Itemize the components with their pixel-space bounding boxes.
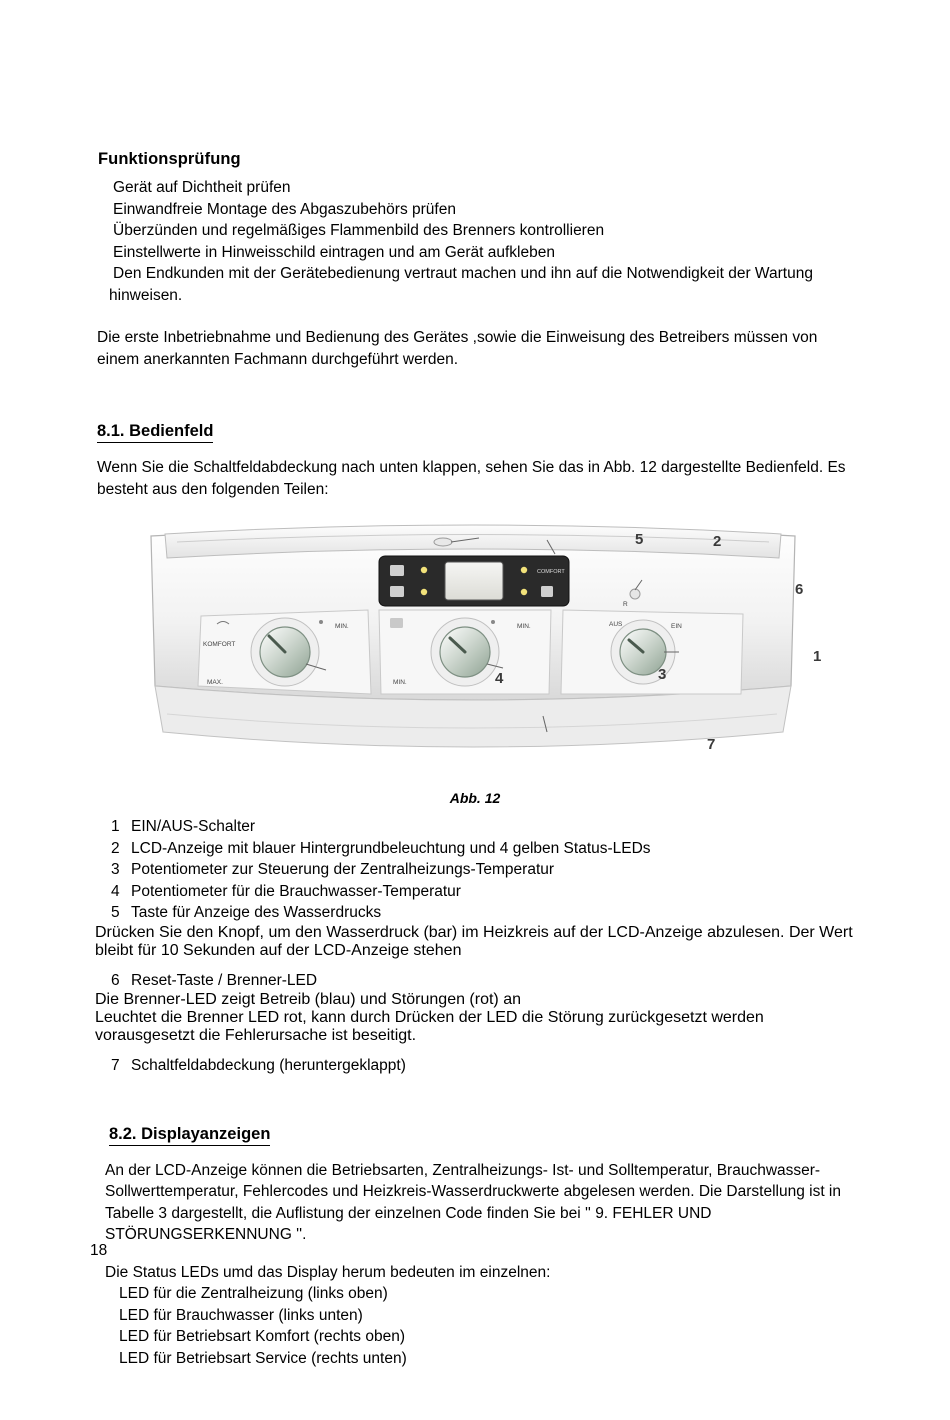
status-led-list — [95, 1283, 855, 1369]
legend-detail-6-line1: Die Brenner-LED zeigt Betreib (blau) und Störungen (rot) an — [95, 991, 521, 1008]
section-heading-bedienfeld: 8.1. Bedienfeld — [97, 422, 213, 443]
checklist — [95, 177, 855, 306]
status-led-item: LED für Betriebsart Komfort (rechts oben) — [119, 1328, 406, 1345]
legend-text: Potentiometer zur Steuerung der Zentralheizungs-Temperatur — [131, 861, 555, 878]
legend-number: 5 — [111, 904, 120, 921]
legend-item-1 — [111, 816, 855, 838]
knob-label-min-left: MIN. — [335, 623, 349, 630]
legend-item-2 — [111, 838, 855, 860]
legend-item-4 — [111, 881, 855, 903]
legend-item-5 — [111, 902, 855, 924]
legend-number: 2 — [111, 839, 120, 857]
callout-2: 2 — [713, 533, 722, 550]
figure-abb-12 — [95, 518, 855, 788]
legend-detail-5: Drücken Sie den Knopf, um den Wasserdruck (bar) im Heizkreis auf der LCD-Anzeige abzulesen. Der Wert bleibt für 10 Sekunden auf der LCD-Anzeige stehen — [95, 923, 853, 959]
intro-paragraph: Die erste Inbetriebnahme und Bedienung des Gerätes ,sowie die Einweisung des Betreibers müssen von einem anerkannten Fachmann durchgeführt werden. — [97, 329, 818, 368]
checklist-item: Einstellwerte in Hinweisschild eintragen und am Gerät aufkleben — [113, 243, 555, 261]
legend-text: Reset-Taste / Brenner-LED — [131, 971, 318, 989]
page-title: Funktionsprüfung — [98, 150, 241, 168]
checklist-item: Gerät auf Dichtheit prüfen — [113, 179, 291, 196]
control-panel-illustration — [143, 518, 803, 763]
figure-caption: Abb. 12 — [449, 790, 501, 806]
callout-1: 1 — [813, 648, 822, 665]
callout-5: 5 — [635, 531, 644, 548]
knob-label-max: MAX. — [207, 679, 223, 686]
legend-detail-6-line2: Leuchtet die Brenner LED rot, kann durch Drücken der LED die Störung zurückgesetzt werden vorausgesetzt die Fehlerursache ist beseitigt. — [95, 1009, 764, 1044]
knob-label-min-center-bottom: MIN. — [393, 679, 407, 686]
callout-7: 7 — [707, 736, 716, 753]
legend-item-7 — [111, 1055, 855, 1077]
checklist-item: Überzünden und regelmäßiges Flammenbild des Brenners kontrollieren — [113, 222, 605, 239]
legend-text: EIN/AUS-Schalter — [131, 818, 256, 835]
legend-text: LCD-Anzeige mit blauer Hintergrundbeleuchtung und 4 gelben Status-LEDs — [131, 839, 651, 857]
display-comfort-label: COMFORT — [537, 569, 565, 575]
legend-list-last — [95, 1055, 855, 1077]
switch-label-aus: AUS — [609, 621, 623, 628]
callout-4: 4 — [495, 670, 504, 687]
knob-label-min-center-top: MIN. — [517, 623, 531, 630]
reset-label-r: R — [623, 601, 628, 608]
section-82-paragraph: An der LCD-Anzeige können die Betriebsarten, Zentralheizungs- Ist- und Solltemperatur, Brauchwasser-Sollwerttemperatur, Fehlercodes und Heizkreis-Wasserdruckwerte abgelesen werden. Die Darstellung ist in Tabelle 3 dargestellt, die Auflistung der einzelnen Code finden Sie bei '' 9. FEHLER UND STÖRUNGSERKENNUNG ''. — [105, 1161, 842, 1243]
status-led-intro: Die Status LEDs umd das Display herum bedeuten im einzelnen: — [105, 1263, 551, 1281]
switch-label-ein: EIN — [671, 623, 682, 630]
legend-text: Potentiometer für die Brauchwasser-Temperatur — [131, 882, 461, 900]
status-led-item: LED für Betriebsart Service (rechts unten) — [119, 1349, 407, 1367]
checklist-item: Den Endkunden mit der Gerätebedienung vertraut machen und ihn auf die Notwendigkeit der Wartung hinweisen. — [109, 265, 813, 304]
knob-label-komfort: KOMFORT — [203, 641, 236, 648]
page-number: 18 — [90, 1242, 108, 1259]
callout-6: 6 — [795, 581, 804, 598]
checklist-item: Einwandfreie Montage des Abgaszubehörs prüfen — [113, 200, 456, 218]
legend-item-3 — [111, 859, 855, 881]
legend-text: Schaltfeldabdeckung (heruntergeklappt) — [131, 1057, 406, 1074]
legend-text: Taste für Anzeige des Wasserdrucks — [131, 904, 382, 921]
legend-list-continued — [95, 970, 855, 992]
status-led-item: LED für die Zentralheizung (links oben) — [119, 1285, 388, 1302]
legend-number: 3 — [111, 861, 120, 878]
legend-number: 4 — [111, 882, 120, 900]
legend-number: 6 — [111, 971, 120, 989]
callout-3: 3 — [658, 666, 667, 683]
legend-number: 7 — [111, 1057, 120, 1074]
section-heading-displayanzeigen: 8.2. Displayanzeigen — [109, 1125, 270, 1146]
section-81-paragraph: Wenn Sie die Schaltfeldabdeckung nach unten klappen, sehen Sie das in Abb. 12 dargestellte Bedienfeld. Es besteht aus den folgenden Teilen: — [97, 459, 846, 498]
legend-number: 1 — [111, 818, 120, 835]
legend-list — [95, 816, 855, 924]
legend-item-6 — [111, 970, 855, 992]
status-led-item: LED für Brauchwasser (links unten) — [119, 1306, 363, 1324]
